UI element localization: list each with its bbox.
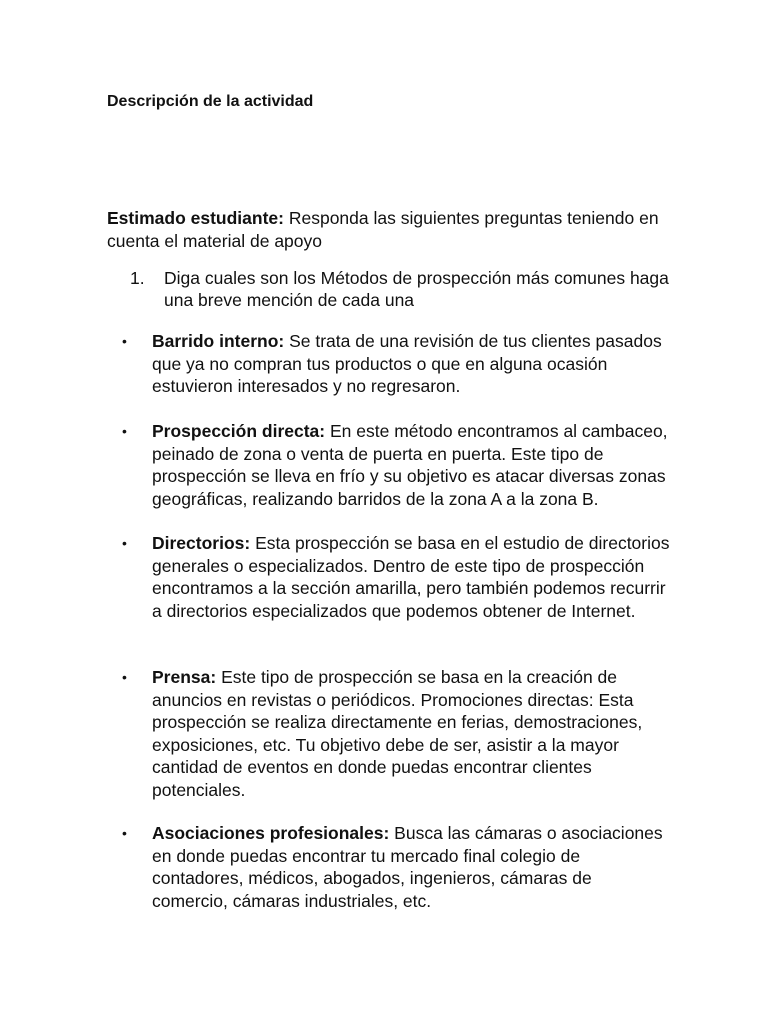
bullet-icon: • [122, 535, 127, 551]
list-item-asociaciones-profesionales [122, 822, 672, 912]
list-item-directorios [122, 532, 672, 622]
list-item-description: Busca las cámaras o asociaciones en donde puedas encontrar tu mercado final colegio de contadores, médicos, abogados, ingenieros, cámaras de comercio, cámaras industriales, etc. [152, 823, 663, 911]
list-item-prospeccion-directa [122, 420, 672, 510]
bullet-icon: • [122, 825, 127, 841]
list-item-description: Se trata de una revisión de tus clientes pasados que ya no compran tus productos o que en alguna ocasión estuvieron interesados y no regresaron. [152, 331, 662, 396]
list-item-term: Prospección directa: [152, 421, 326, 441]
list-item-text [152, 532, 672, 622]
bullet-icon: • [122, 423, 127, 439]
question-item [130, 268, 670, 311]
list-item-text [152, 666, 672, 801]
intro-text: Responda las siguientes preguntas teniendo en cuenta el material de apoyo [107, 208, 659, 251]
activity-heading: Descripción de la actividad [107, 93, 314, 110]
list-item-description: Este tipo de prospección se basa en la creación de anuncios en revistas o periódicos. Promociones directas: Esta prospección se realiza directamente en ferias, demostraciones, exposiciones, etc. Tu objetivo debe de ser, asistir a la mayor cantidad de eventos en donde puedas encontrar clientes potenciales. [152, 667, 643, 800]
list-item-description: Esta prospección se basa en el estudio de directorios generales o especializados. Dentro de este tipo de prospección encontramos a la sección amarilla, pero también podemos recurrir a directorios especializados que podemos obtener de Internet. [152, 533, 670, 621]
list-item-term: Asociaciones profesionales: [152, 823, 390, 843]
intro-label: Estimado estudiante: [107, 208, 284, 228]
list-item-term: Prensa: [152, 667, 217, 687]
list-item-text [152, 330, 672, 398]
list-item-text [152, 822, 672, 912]
list-item-description: En este método encontramos al cambaceo, peinado de zona o venta de puerta en puerta. Este tipo de prospección se lleva en frío y su objetivo es atacar diversas zonas geográficas, realizando barridos de la zona A a la zona B. [152, 421, 668, 509]
question-text: Diga cuales son los Métodos de prospección más comunes haga una breve mención de cada una [164, 268, 669, 310]
question-number: 1. [130, 268, 145, 288]
list-item-barrido-interno [122, 330, 672, 398]
intro-paragraph [107, 207, 667, 252]
list-item-text [152, 420, 672, 510]
bullet-icon: • [122, 669, 127, 685]
list-item-term: Barrido interno: [152, 331, 285, 351]
bullet-icon: • [122, 333, 127, 349]
list-item-prensa [122, 666, 672, 801]
list-item-term: Directorios: [152, 533, 251, 553]
